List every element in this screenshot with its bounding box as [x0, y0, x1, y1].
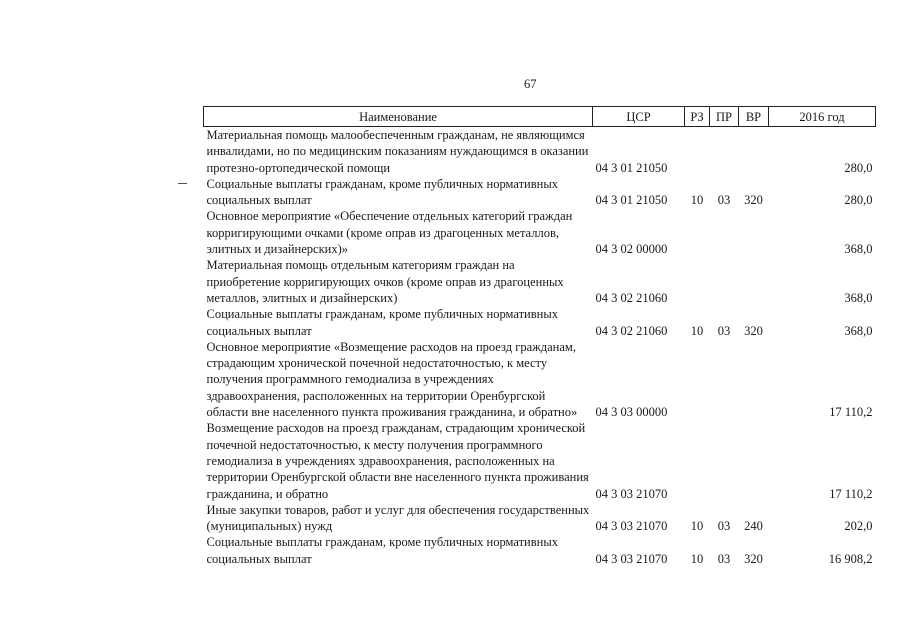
row-vr: 320	[744, 323, 763, 338]
row-name: Социальные выплаты гражданам, кроме публичных нормативных социальных выплат	[206, 535, 558, 566]
row-sum: 368,0	[844, 242, 873, 257]
row-vr	[739, 420, 769, 501]
row-csr: 04 3 03 21070	[595, 519, 668, 534]
row-sum: 368,0	[844, 290, 873, 305]
table-row	[204, 339, 876, 420]
table-header-row	[204, 107, 876, 127]
header-rz: РЗ	[685, 107, 710, 127]
row-rz: 10	[690, 551, 704, 566]
row-name: Возмещение расходов на проезд гражданам, страдающим хронической почечной недостаточностью, к месту получения программного гемодиализа в учреждениях здравоохранения, расположенных на территории Оренбургской области вне населенного пункта проживания гражданина, и обратно	[206, 421, 589, 501]
page-number: 67	[524, 77, 537, 91]
row-rz: 10	[690, 323, 704, 338]
row-pr	[710, 127, 739, 176]
row-name: Основное мероприятие «Обеспечение отдельных категорий граждан корригирующими очками (кроме оправ из драгоценных металлов, элитных и дизайнерских)»	[206, 209, 573, 257]
row-csr: 04 3 03 21070	[595, 486, 668, 501]
row-vr	[739, 208, 769, 257]
table-row	[204, 420, 876, 501]
row-vr	[739, 127, 769, 176]
row-pr	[710, 420, 739, 501]
header-sum: 2016 год	[769, 107, 876, 127]
table-row	[204, 502, 876, 535]
row-csr: 04 3 02 21060	[595, 290, 668, 305]
row-rz: 10	[690, 193, 704, 208]
header-csr: ЦСР	[593, 107, 685, 127]
row-sum: 16 908,2	[828, 551, 873, 566]
row-vr: 320	[744, 551, 763, 566]
table-row	[204, 127, 876, 176]
row-rz	[685, 257, 710, 306]
row-name: Материальная помощь отдельным категориям граждан на приобретение корригирующих очков (кроме оправ из драгоценных металлов, элитных и дизайнерских)	[206, 258, 564, 305]
row-pr	[710, 208, 739, 257]
row-rz: 10	[690, 519, 704, 534]
row-rz	[685, 339, 710, 420]
row-csr: 04 3 01 21050	[595, 160, 668, 175]
row-sum: 17 110,2	[829, 405, 873, 420]
row-csr: 04 3 02 21060	[595, 323, 668, 338]
row-pr: 03	[717, 519, 731, 534]
row-pr: 03	[717, 193, 731, 208]
row-vr: 240	[744, 519, 763, 534]
row-name: Материальная помощь малообеспеченным гражданам, не являющимся инвалидами, но по медицинским показаниям нуждающимся в оказании протезно-ортопедической помощи	[206, 128, 589, 175]
row-csr: 04 3 01 21050	[595, 193, 668, 208]
table-row	[204, 306, 876, 339]
row-name: Основное мероприятие «Возмещение расходов на проезд гражданам, страдающим хронической почечной недостаточностью, к месту получения программного гемодиализа в учреждениях здравоохранения, расположенных на территории Оренбургской области вне населенного пункта проживания гражданина, и обратно»	[206, 339, 578, 420]
table-row	[204, 208, 876, 257]
row-csr: 04 3 02 00000	[595, 242, 668, 257]
row-pr: 03	[717, 323, 731, 338]
table-row	[204, 176, 876, 209]
row-name: Социальные выплаты гражданам, кроме публичных нормативных социальных выплат	[206, 307, 558, 338]
table-row	[204, 257, 876, 306]
row-sum: 17 110,2	[829, 486, 873, 501]
row-pr	[710, 339, 739, 420]
budget-table	[203, 106, 876, 567]
row-name: Социальные выплаты гражданам, кроме публичных нормативных социальных выплат	[206, 176, 558, 208]
header-name: Наименование	[204, 107, 593, 127]
row-rz	[685, 420, 710, 501]
row-csr: 04 3 03 00000	[595, 405, 668, 420]
row-sum: 280,0	[844, 193, 873, 208]
header-vr: ВР	[739, 107, 769, 127]
row-sum: 368,0	[844, 323, 873, 338]
row-rz	[685, 208, 710, 257]
row-sum: 202,0	[844, 519, 873, 534]
row-vr: 320	[744, 193, 763, 208]
row-vr	[739, 339, 769, 420]
row-name: Иные закупки товаров, работ и услуг для обеспечения государственных (муниципальных) нужд	[206, 502, 590, 534]
margin-mark	[178, 183, 187, 184]
row-rz	[685, 127, 710, 176]
header-pr: ПР	[710, 107, 739, 127]
table-row	[204, 534, 876, 567]
row-vr	[739, 257, 769, 306]
row-csr: 04 3 03 21070	[595, 551, 668, 566]
row-pr	[710, 257, 739, 306]
row-sum: 280,0	[844, 160, 873, 175]
row-pr: 03	[717, 551, 731, 566]
